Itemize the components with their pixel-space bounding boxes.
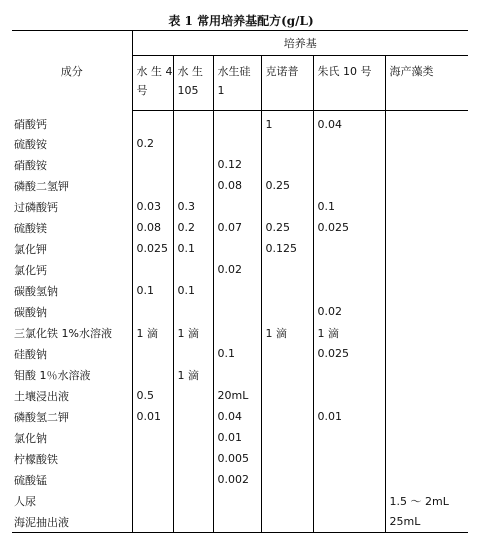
value-cell [313, 175, 385, 196]
value-cell [132, 343, 173, 364]
table-row [12, 301, 468, 322]
value-cell [213, 364, 261, 385]
value-cell [385, 343, 468, 364]
value-cell: 0.025 [313, 343, 385, 364]
value-cell [261, 280, 313, 301]
ingredient-name: 碳酸钠 [14, 305, 47, 319]
column-header-2: 水 生 105 [173, 56, 213, 111]
value-cell [261, 364, 313, 385]
value-cell [213, 511, 261, 533]
value-cell: 0.25 [261, 217, 313, 238]
value-cell [313, 490, 385, 511]
value-cell [385, 406, 468, 427]
ingredient-name: 人尿 [14, 494, 36, 508]
group-header-cell: 培养基 [132, 31, 468, 56]
value-cell [132, 175, 173, 196]
value-cell [385, 196, 468, 217]
value-cell [313, 385, 385, 406]
value-cell [261, 154, 313, 175]
value-cell [173, 343, 213, 364]
table-row [12, 280, 468, 301]
value-cell [213, 301, 261, 322]
ingredient-name: 三氯化铁 1%水溶液 [14, 326, 112, 340]
value-cell [173, 301, 213, 322]
value-cell: 0.25 [261, 175, 313, 196]
value-cell [313, 238, 385, 259]
value-cell [173, 448, 213, 469]
table-row [12, 133, 468, 154]
ingredient-name: 磷酸氢二钾 [14, 410, 69, 424]
value-cell: 0.03 [132, 196, 173, 217]
ingredient-name: 硫酸铵 [14, 137, 47, 151]
value-cell [132, 364, 173, 385]
value-cell [313, 133, 385, 154]
ingredient-name: 磷酸二氢钾 [14, 179, 69, 193]
value-cell [385, 364, 468, 385]
value-cell [213, 133, 261, 154]
value-cell: 0.2 [173, 217, 213, 238]
value-cell: 0.08 [132, 217, 173, 238]
table-row [12, 490, 468, 511]
value-cell: 0.02 [313, 301, 385, 322]
value-cell: 0.3 [173, 196, 213, 217]
value-cell: 0.07 [213, 217, 261, 238]
table-row [12, 217, 468, 238]
table-row [12, 427, 468, 448]
table-row [12, 364, 468, 385]
value-cell [385, 280, 468, 301]
value-cell: 0.01 [213, 427, 261, 448]
value-cell [173, 175, 213, 196]
table-row [12, 154, 468, 175]
value-cell: 0.1 [313, 196, 385, 217]
column-header-3: 水生硅 1 [213, 56, 261, 111]
ingredient-name: 硫酸锰 [14, 473, 47, 487]
table-row [12, 511, 468, 533]
value-cell: 0.12 [213, 154, 261, 175]
value-cell [173, 154, 213, 175]
value-cell: 0.1 [132, 280, 173, 301]
value-cell [132, 154, 173, 175]
value-cell [173, 511, 213, 533]
value-cell: 1 滴 [261, 322, 313, 343]
value-cell [385, 259, 468, 280]
value-cell [313, 469, 385, 490]
value-cell: 0.125 [261, 238, 313, 259]
value-cell [173, 259, 213, 280]
value-cell [132, 111, 173, 134]
value-cell [261, 406, 313, 427]
value-cell [132, 469, 173, 490]
column-header-6: 海产藻类 [385, 56, 468, 111]
value-cell [261, 385, 313, 406]
value-cell: 0.04 [313, 111, 385, 134]
value-cell [261, 259, 313, 280]
value-cell: 1 滴 [173, 364, 213, 385]
value-cell [385, 111, 468, 134]
value-cell [173, 490, 213, 511]
value-cell [385, 238, 468, 259]
ingredient-name: 土壤浸出液 [14, 389, 69, 403]
value-cell: 1 滴 [132, 322, 173, 343]
table-row [12, 322, 468, 343]
value-cell [173, 427, 213, 448]
ingredient-name: 硝酸钙 [14, 117, 47, 131]
value-cell [261, 511, 313, 533]
value-cell [132, 490, 173, 511]
value-cell: 0.01 [313, 406, 385, 427]
ingredient-name: 碳酸氢钠 [14, 284, 58, 298]
value-cell [173, 111, 213, 134]
value-cell: 0.01 [132, 406, 173, 427]
value-cell [385, 385, 468, 406]
value-cell [173, 469, 213, 490]
value-cell [173, 385, 213, 406]
value-cell [213, 196, 261, 217]
ingredient-name: 硅酸钠 [14, 347, 47, 361]
value-cell [261, 490, 313, 511]
value-cell: 0.005 [213, 448, 261, 469]
ingredient-name: 氯化钾 [14, 242, 47, 256]
value-cell [313, 259, 385, 280]
value-cell [132, 511, 173, 533]
ingredient-name: 海泥抽出液 [14, 515, 69, 529]
value-cell [385, 301, 468, 322]
column-header-1: 水 生 4 号 [132, 56, 173, 111]
value-cell [132, 448, 173, 469]
value-cell [261, 469, 313, 490]
ingredient-name: 过磷酸钙 [14, 200, 58, 214]
value-cell [213, 238, 261, 259]
column-header-4: 克诺普 [261, 56, 313, 111]
value-cell [261, 448, 313, 469]
value-cell [213, 322, 261, 343]
value-cell: 1.5 ～ 2mL [385, 490, 468, 511]
value-cell [313, 427, 385, 448]
value-cell [261, 196, 313, 217]
value-cell [385, 175, 468, 196]
table-row [12, 343, 468, 364]
value-cell [313, 448, 385, 469]
value-cell [385, 469, 468, 490]
value-cell [385, 217, 468, 238]
value-cell: 0.02 [213, 259, 261, 280]
value-cell: 0.5 [132, 385, 173, 406]
value-cell [261, 343, 313, 364]
table-row [12, 111, 468, 134]
value-cell [385, 154, 468, 175]
ingredient-name: 硝酸铵 [14, 158, 47, 172]
value-cell: 0.002 [213, 469, 261, 490]
table-caption: 表 1 常用培养基配方(g/L) [168, 14, 314, 28]
value-cell: 0.1 [213, 343, 261, 364]
table-row [12, 259, 468, 280]
value-cell: 0.1 [173, 280, 213, 301]
row-header-cell: 成分 [60, 64, 83, 78]
value-cell [261, 301, 313, 322]
table-row [12, 448, 468, 469]
value-cell [132, 259, 173, 280]
ingredient-name: 氯化钙 [14, 263, 47, 277]
culture-medium-table [12, 30, 468, 533]
value-cell: 0.1 [173, 238, 213, 259]
value-cell [385, 427, 468, 448]
column-header-5: 朱氏 10 号 [313, 56, 385, 111]
ingredient-name: 钼酸 1％水溶液 [14, 368, 91, 382]
table-row [12, 385, 468, 406]
value-cell: 0.04 [213, 406, 261, 427]
table-row [12, 469, 468, 490]
table-row [12, 196, 468, 217]
value-cell [213, 280, 261, 301]
value-cell: 1 [261, 111, 313, 134]
value-cell: 0.025 [313, 217, 385, 238]
table-row [12, 175, 468, 196]
value-cell [132, 427, 173, 448]
value-cell [261, 427, 313, 448]
value-cell [313, 154, 385, 175]
value-cell: 20mL [213, 385, 261, 406]
value-cell: 1 滴 [173, 322, 213, 343]
ingredient-name: 氯化钠 [14, 431, 47, 445]
value-cell [313, 280, 385, 301]
value-cell: 0.2 [132, 133, 173, 154]
value-cell [132, 301, 173, 322]
value-cell [313, 511, 385, 533]
ingredient-name: 柠檬酸铁 [14, 452, 58, 466]
value-cell [173, 133, 213, 154]
value-cell [385, 133, 468, 154]
value-cell [385, 322, 468, 343]
value-cell: 0.08 [213, 175, 261, 196]
value-cell [385, 448, 468, 469]
value-cell [313, 364, 385, 385]
table-row [12, 238, 468, 259]
ingredient-name: 硫酸镁 [14, 221, 47, 235]
value-cell [173, 406, 213, 427]
value-cell [213, 490, 261, 511]
value-cell [261, 133, 313, 154]
value-cell: 25mL [385, 511, 468, 533]
table-body [12, 111, 468, 533]
table-row [12, 406, 468, 427]
value-cell [213, 111, 261, 134]
value-cell: 0.025 [132, 238, 173, 259]
value-cell: 1 滴 [313, 322, 385, 343]
